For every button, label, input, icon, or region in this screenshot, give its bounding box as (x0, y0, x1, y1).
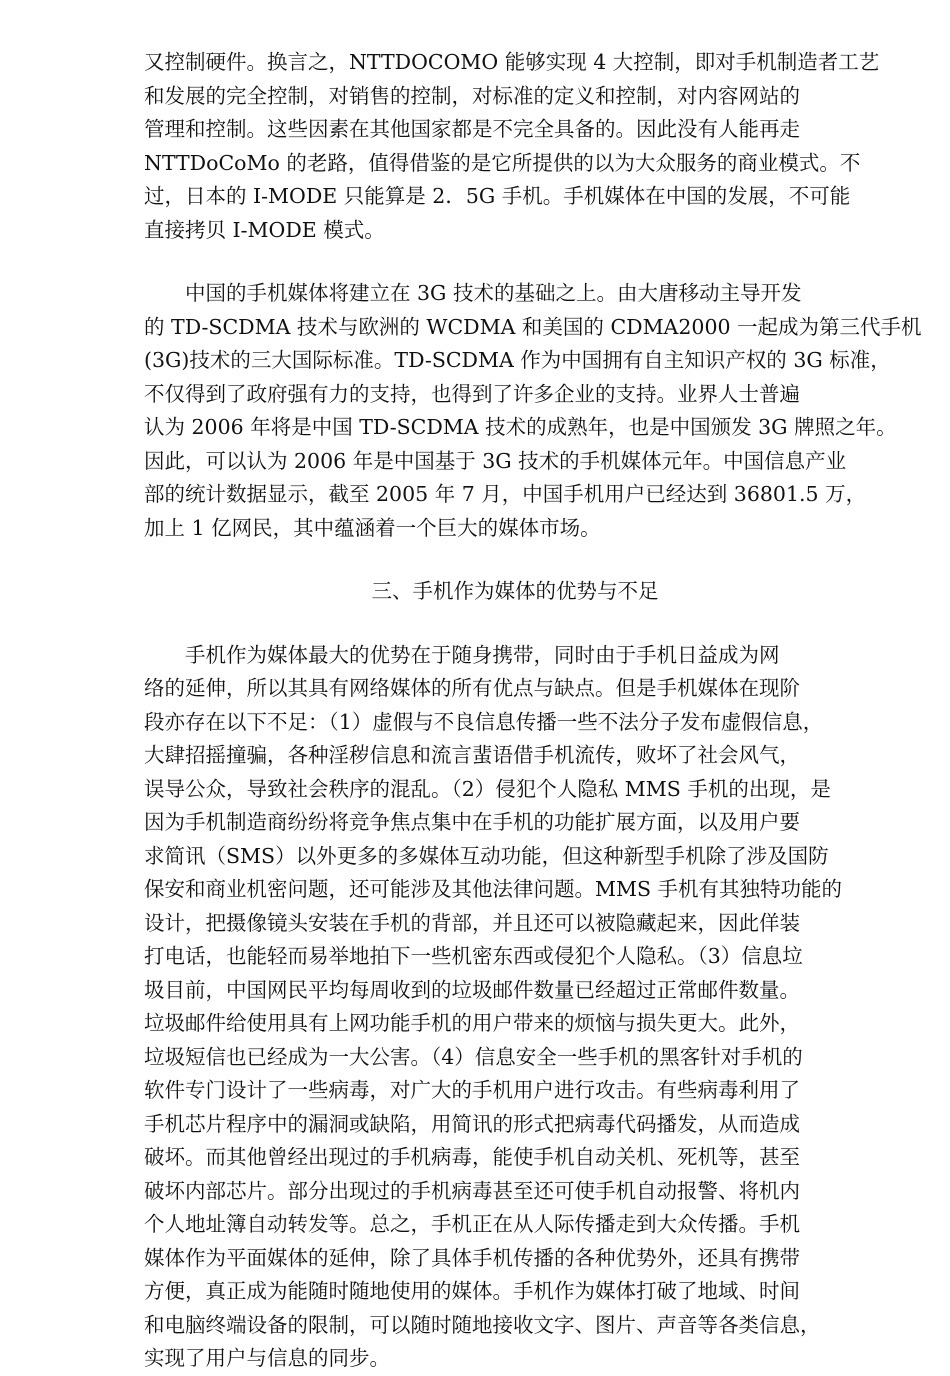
paragraph-line: 认为 2006 年将是中国 TD-SCDMA 技术的成熟年，也是中国颁发 3G 牌照之年。 (144, 415, 897, 439)
paragraph-spacer (144, 545, 886, 575)
paragraph-line: 求简讯（SMS）以外更多的多媒体互动功能，但这种新型手机除了涉及国防 (144, 843, 829, 868)
paragraph-line: 络的延伸，所以其具有网络媒体的所有优点与缺点。但是手机媒体在现阶 (144, 676, 800, 700)
paragraph-line: 垃圾邮件给使用具有上网功能手机的用户带来的烦恼与损失更大。此外， (144, 1011, 800, 1035)
paragraph-line: 部的统计数据显示，截至 2005 年 7 月，中国手机用户已经达到 36801.5 万， (144, 482, 867, 506)
paragraph-line: 媒体作为平面媒体的延伸，除了具体手机传播的各种优势外，还具有携带 (144, 1245, 800, 1270)
paragraph-line: 管理和控制。这些因素在其他国家都是不完全具备的。因此没有人能再走 (144, 117, 800, 141)
paragraph-line: 的 TD-SCDMA 技术与欧洲的 WCDMA 和美国的 CDMA2000 一起成为第三代手机 (144, 314, 922, 339)
paragraph-line: 因为手机制造商纷纷将竞争焦点集中在手机的功能扩展方面，以及用户要 (144, 810, 800, 834)
paragraph-line: 手机作为媒体最大的优势在于随身携带，同时由于手机日益成为网 (144, 642, 780, 667)
paragraph-line: 不仅得到了政府强有力的支持，也得到了许多企业的支持。业界人士普遍 (144, 381, 800, 406)
paragraph-line: 大肆招摇撞骗，各种淫秽信息和流言蜚语借手机流传，败坏了社会风气， (144, 743, 800, 767)
paragraph-line: 垃圾短信也已经成为一大公害。（4）信息安全一些手机的黑客针对手机的 (144, 1044, 803, 1069)
paragraph-line: 因此，可以认为 2006 年是中国基于 3G 技术的手机媒体元年。中国信息产业 (144, 448, 847, 473)
paragraph-line: 打电话，也能轻而易举地拍下一些机密东西或侵犯个人隐私。（3）信息垃 (144, 944, 803, 968)
paragraph-spacer (144, 609, 886, 639)
paragraph-line: 圾目前，中国网民平均每周收到的垃圾邮件数量已经超过正常邮件数量。 (144, 977, 800, 1002)
paragraph-spacer (144, 247, 886, 277)
paragraph-line: (3G)技术的三大国际标准。TD-SCDMA 作为中国拥有自主知识产权的 3G 标准， (144, 348, 891, 372)
paragraph-line: NTTDoCoMo 的老路，值得借鉴的是它所提供的以为大众服务的商业模式。不 (144, 150, 861, 175)
paragraph-line: 和发展的完全控制，对销售的控制，对标准的定义和控制，对内容网站的 (144, 83, 800, 108)
paragraph-advantages (144, 639, 886, 1376)
paragraph-line: 误导公众，导致社会秩序的混乱。（2）侵犯个人隐私 MMS 手机的出现，是 (144, 776, 831, 801)
paragraph-line: 过，日本的 I-MODE 只能算是 2．5G 手机。手机媒体在中国的发展，不可能 (144, 184, 851, 208)
paragraph-line: 加上 1 亿网民，其中蕴涵着一个巨大的媒体市场。 (144, 515, 601, 540)
paragraph-line: 设计，把摄像镜头安装在手机的背部，并且还可以被隐藏起来，因此佯装 (144, 910, 800, 935)
paragraph-line: 软件专门设计了一些病毒，对广大的手机用户进行攻击。有些病毒利用了 (144, 1078, 800, 1102)
paragraph-line: 直接拷贝 I-MODE 模式。 (144, 217, 385, 242)
paragraph-line: 破坏内部芯片。部分出现过的手机病毒甚至还可使手机自动报警、将机内 (144, 1178, 800, 1203)
paragraph-imode (144, 46, 886, 247)
paragraph-line: 中国的手机媒体将建立在 3G 技术的基础之上。由大唐移动主导开发 (144, 281, 802, 305)
paragraph-line: 又控制硬件。换言之，NTTDOCOMO 能够实现 4 大控制，即对手机制造者工艺 (144, 50, 880, 74)
paragraph-line: 段亦存在以下不足：（1）虚假与不良信息传播一些不法分子发布虚假信息， (144, 709, 824, 734)
paragraph-line: 破坏。而其他曾经出现过的手机病毒，能使手机自动关机、死机等，甚至 (144, 1145, 800, 1169)
paragraph-line: 个人地址簿自动转发等。总之，手机正在从人际传播走到大众传播。手机 (144, 1212, 800, 1236)
paragraph-3g (144, 277, 922, 545)
section-heading: 三、手机作为媒体的优势与不足 (371, 579, 659, 603)
paragraph-line: 实现了用户与信息的同步。 (144, 1346, 390, 1370)
paragraph-line: 手机芯片程序中的漏洞或缺陷，用简讯的形式把病毒代码播发，从而造成 (144, 1111, 800, 1136)
paragraph-line: 方便，真正成为能随时随地使用的媒体。手机作为媒体打破了地域、时间 (144, 1279, 800, 1303)
paragraph-line: 和电脑终端设备的限制，可以随时随地接收文字、图片、声音等各类信息， (144, 1312, 821, 1337)
paragraph-line: 保安和商业机密问题，还可能涉及其他法律问题。MMS 手机有其独特功能的 (144, 877, 843, 901)
document-page (144, 46, 922, 1376)
